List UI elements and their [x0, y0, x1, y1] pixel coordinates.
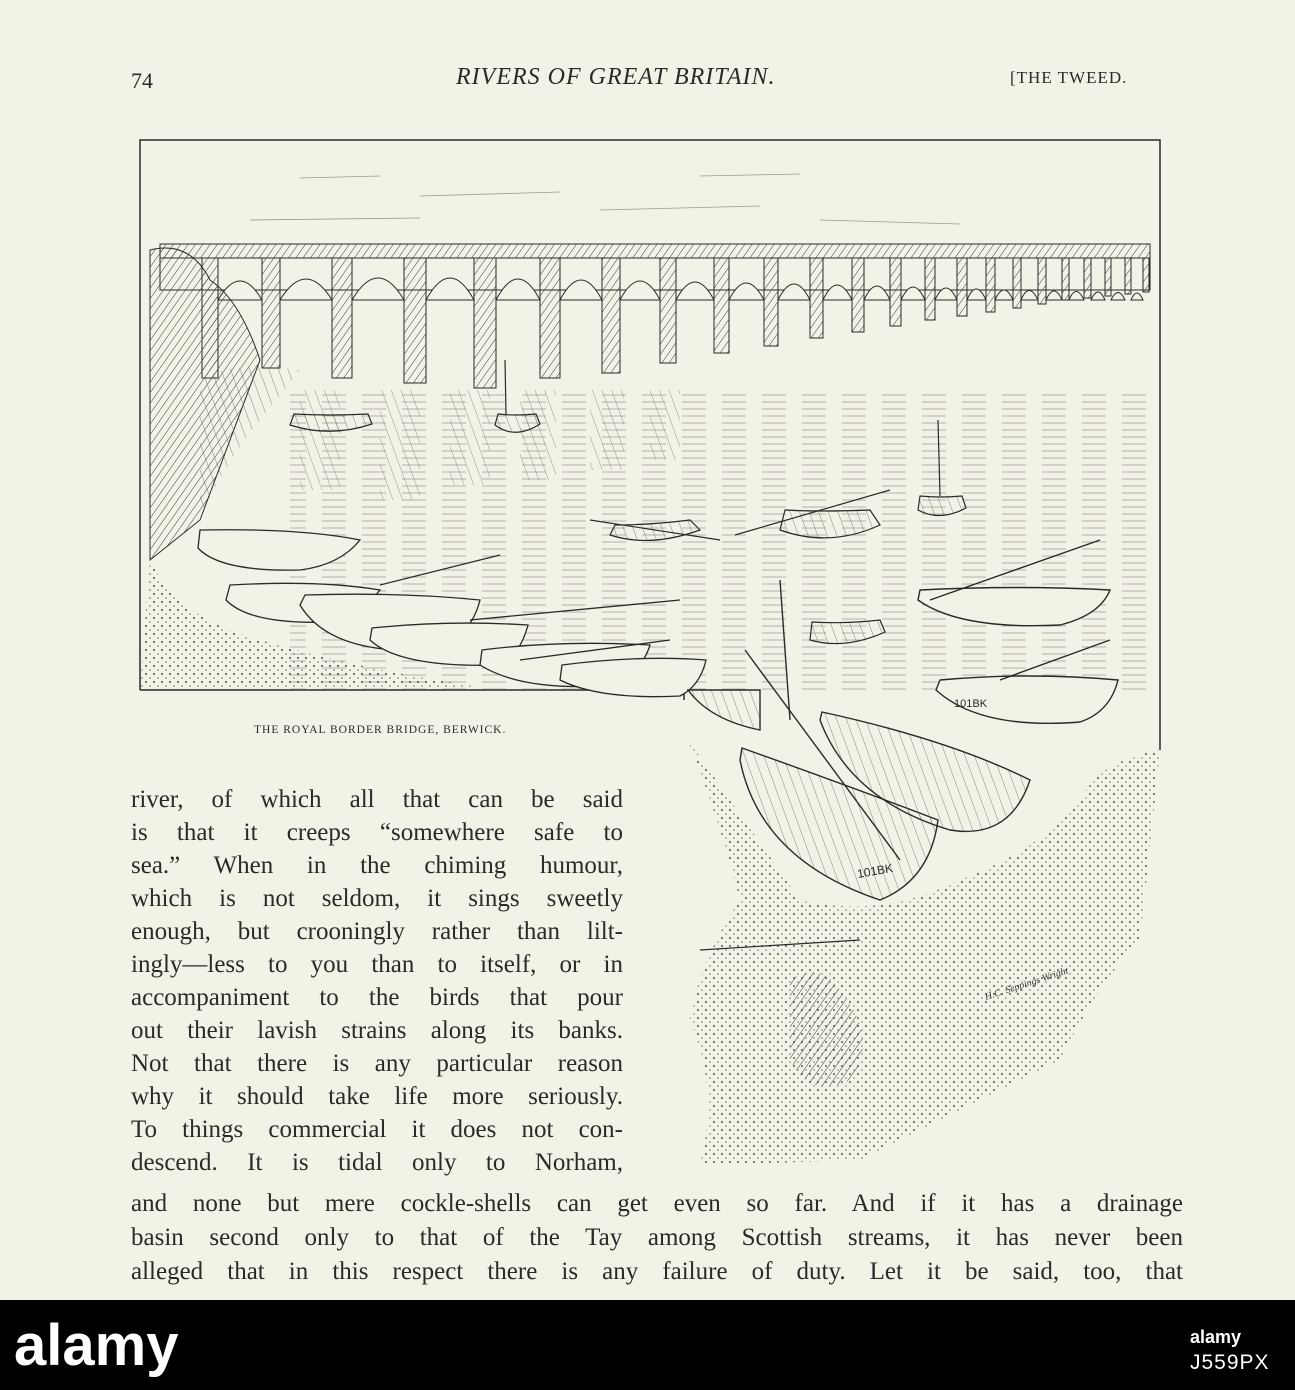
- text-line: descend. It is tidal only to Norham,: [131, 1149, 623, 1176]
- bridge-deck: [160, 244, 1150, 258]
- text-line: why it should take life more seriously.: [131, 1083, 623, 1110]
- text-line: which is not seldom, it sings sweetly: [131, 885, 623, 912]
- text-line: ingly—less to you than to itself, or in: [131, 951, 623, 978]
- text-line: enough, but crooningly rather than lilt-: [131, 918, 623, 945]
- text-line: To things commercial it does not con-: [131, 1116, 623, 1143]
- text-line: out their lavish strains along its banks.: [131, 1017, 623, 1044]
- text-line: alleged that in this respect there is any failure of duty. Let it be said, too, that: [131, 1258, 1183, 1285]
- watermark-label: [1190, 1325, 1280, 1354]
- text-line: river, of which all that can be said: [131, 786, 623, 813]
- text-line: sea.” When in the chiming humour,: [131, 852, 623, 879]
- page-number: 74: [131, 68, 153, 93]
- text-line: basin second only to that of the Tay among Scottish streams, it has never been: [131, 1224, 1183, 1251]
- boat-marking-2: 101BK: [954, 698, 988, 710]
- watermark-brand-small: alamy: [1190, 1327, 1242, 1347]
- bridge-arches: [160, 258, 1150, 388]
- alamy-logo-text: alamy: [14, 1313, 179, 1378]
- image-code: J559PX: [1190, 1351, 1270, 1374]
- text-line: Not that there is any particular reason: [131, 1050, 623, 1077]
- boat-marking: 101BK: [856, 860, 895, 881]
- text-line: is that it creeps “somewhere safe to: [131, 819, 623, 846]
- section-title: [THE TWEED.: [1010, 68, 1128, 87]
- running-title: RIVERS OF GREAT BRITAIN.: [456, 64, 776, 90]
- text-line: and none but mere cockle-shells can get even so far. And if it has a drainage: [131, 1190, 1183, 1217]
- alamy-logo: [0, 1303, 300, 1387]
- sky: [250, 174, 960, 224]
- text-line: accompaniment to the birds that pour: [131, 984, 623, 1011]
- figure-caption: THE ROYAL BORDER BRIDGE, BERWICK.: [254, 724, 507, 736]
- artist-signature: H.C. Seppings Wright: [983, 965, 1070, 1003]
